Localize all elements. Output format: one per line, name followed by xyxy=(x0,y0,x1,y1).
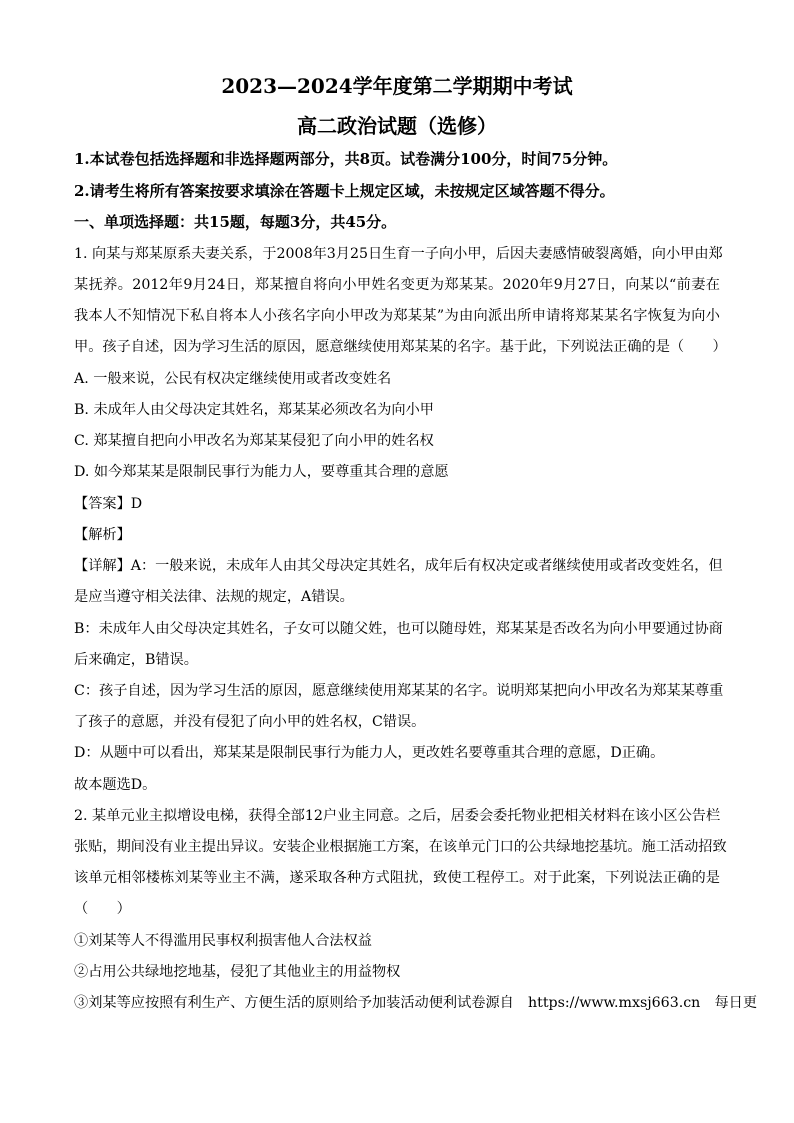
question-1-detail-line: 后来确定，B错误。 xyxy=(74,652,198,668)
instruction-note-1: 1.本试卷包括选择题和非选择题两部分，共8页。试卷满分100分，时间75分钟。 xyxy=(74,150,618,168)
question-1-analysis-label: 【解析】 xyxy=(74,527,131,543)
question-1-option-c: C. 郑某擅自把向小甲改名为郑某某侵犯了向小甲的姓名权 xyxy=(74,433,434,449)
question-1-stem-line: 1. 向某与郑某原系夫妻关系，于2008年3月25日生育一子向小甲，后因夫妻感情破裂离婚，向小甲由郑 xyxy=(74,246,723,262)
question-1-detail-line: 【详解】A：一般来说，未成年人由其父母决定其姓名，成年后有权决定或者继续使用或者改变姓名，但 xyxy=(74,558,723,574)
question-1-stem-line: 某抚养。2012年9月24日，郑某擅自将向小甲姓名变更为郑某某。2020年9月27日，向某以“前妻在 xyxy=(74,277,720,293)
question-2-stem-line: 2. 某单元业主拟增设电梯，获得全部12户业主同意。之后，居委会委托物业把相关材料在该小区公告栏 xyxy=(74,808,721,824)
question-1-stem-line: 我本人不知情况下私自将本人小孩名字向小甲改为郑某某”为由向派出所申请将郑某某名字恢复为向小 xyxy=(74,308,720,324)
question-2-stem-line: 张贴，期间没有业主提出异议。安装企业根据施工方案，在该单元门口的公共绿地挖基坑。施工活动招致 xyxy=(74,839,727,855)
question-1-detail-line: C：孩子自述，因为学习生活的原因，愿意继续使用郑某某的名字。说明郑某把向小甲改名为郑某某尊重 xyxy=(74,683,724,699)
question-1-answer: 【答案】D xyxy=(74,496,143,512)
question-2-stem-line: 该单元相邻楼栋刘某等业主不满，遂采取各种方式阻扰，致使工程停工。对于此案，下列说法正确的是 xyxy=(74,870,720,886)
exam-title: 2023—2024学年度第二学期期中考试 xyxy=(221,74,573,98)
section-heading: 一、单项选择题：共15题，每题3分，共45分。 xyxy=(74,213,397,231)
question-1-option-b: B. 未成年人由父母决定其姓名，郑某某必须改名为向小甲 xyxy=(74,402,434,418)
exam-subtitle: 高二政治试题（选修） xyxy=(297,114,497,138)
question-1-detail-line: 了孩子的意愿，并没有侵犯了向小甲的姓名权，C错误。 xyxy=(74,714,426,730)
question-2-option-3: ③刘某等应按照有利生产、方便生活的原则给予加装活动便利试卷源自 https://www.mxsj663.cn 每日更 xyxy=(74,995,758,1011)
question-2-option-2: ②占用公共绿地挖地基，侵犯了其他业主的用益物权 xyxy=(74,964,401,980)
question-1-stem-line: 甲。孩子自述，因为学习生活的原因，愿意继续使用郑某某的名字。基于此，下列说法正确的是（ ） xyxy=(74,339,727,355)
question-1-detail-line: 故本题选D。 xyxy=(74,777,157,793)
question-1-detail-line: 是应当遵守相关法律、法规的规定，A错误。 xyxy=(74,589,354,605)
instruction-note-2: 2.请考生将所有答案按要求填涂在答题卡上规定区域，未按规定区域答题不得分。 xyxy=(74,182,615,200)
question-1-detail-line: D：从题中可以看出，郑某某是限制民事行为能力人，更改姓名要尊重其合理的意愿，D正确。 xyxy=(74,745,665,761)
question-2-option-1: ①刘某等人不得滥用民事权利损害他人合法权益 xyxy=(74,933,372,949)
question-1-option-d: D. 如今郑某某是限制民事行为能力人，要尊重其合理的意愿 xyxy=(74,464,449,480)
question-2-stem-line: （ ） xyxy=(74,901,131,917)
question-1-option-a: A. 一般来说，公民有权决定继续使用或者改变姓名 xyxy=(74,371,392,387)
question-1-detail-line: B：未成年人由父母决定其姓名，子女可以随父姓，也可以随母姓，郑某某是否改名为向小甲要通过协商 xyxy=(74,621,723,637)
